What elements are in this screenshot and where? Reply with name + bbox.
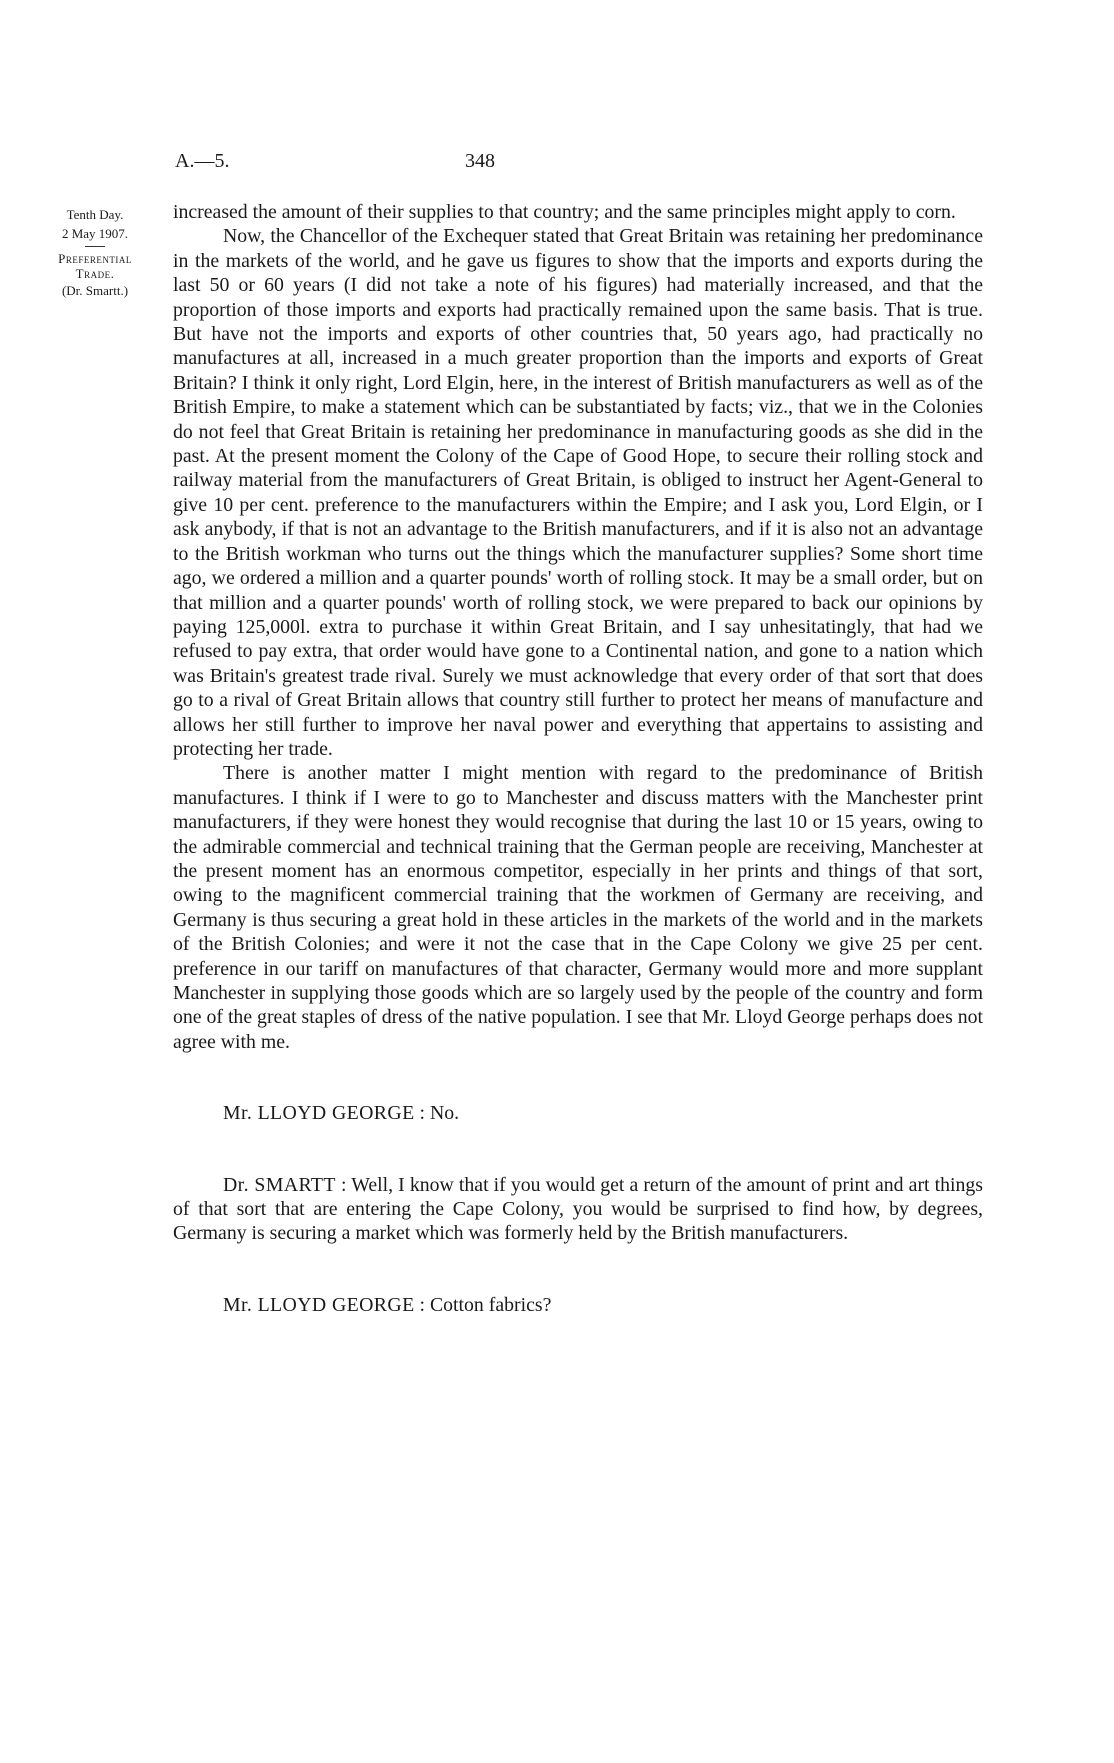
- speaker-name: Mr. LLOYD GEORGE: [223, 1102, 415, 1125]
- speaker-separator: :: [341, 1173, 347, 1196]
- paragraph-chancellor: Now, the Chancellor of the Exchequer stated that Great Britain was retaining her predominance in the markets of the world, and he gave us figures to show that the imports and exports during the last 50 or 60 years (I did not take a note of his figures) had materially increased, and that the proportion of those imports and exports had practically remained upon the same basis. That is true. But have not the imports and exports of other countries that, 50 years ago, had practically no manufactures at all, increased in a much greater proportion than the imports and exports of Great Britain? I think it only right, Lord Elgin, here, in the interest of British manufacturers as well as of the British Empire, to make a statement which can be substantiated by facts; viz., that we in the Colonies do not feel that Great Britain is retaining her predominance in manufacturing goods as she did in the past. At the present moment the Colony of the Cape of Good Hope, to secure their rolling stock and railway material from the manufacturers of Great Britain, is obliged to instruct her Agent-General to give 10 per cent. preference to the manufacturers within the Empire; and I ask you, Lord Elgin, or I ask anybody, if that is not an advantage to the British manufacturers, and if it is also not an advantage to the British workman who turns out the things which the manufacturer supplies? Some short time ago, we ordered a million and a quarter pounds' worth of rolling stock. It may be a small order, but on that million and a quarter pounds' worth of rolling stock, we were prepared to back our opinions by paying 125,000l. extra to purchase it within Great Britain, and I say unhesitatingly, that had we refused to pay extra, that order would have gone to a Continental nation, and gone to a nation which was Britain's greatest trade rival. Surely we must acknowledge that every order of that sort that does go to a rival of Great Britain allows that country still further to protect her means of manufacture and allows her still further to improve her naval power and everything that appertains to assisting and protecting her trade.: [173, 225, 983, 760]
- exchange-lloyd-george-2: [173, 1293, 983, 1317]
- speaker-separator: :: [419, 1102, 426, 1125]
- margin-divider: [85, 246, 105, 247]
- exchange-lloyd-george-1: [173, 1101, 983, 1125]
- margin-topic-line1: Preferential: [58, 251, 132, 266]
- spacer: [173, 1054, 983, 1101]
- spacer: [173, 1126, 983, 1173]
- speech-text: Well, I know that if you would get a return of the amount of print and art things of that sort that are entering the Cape Colony, you would be surprised to find how, by degrees, Germany is securing a market which was formerly held by the British manufacturers.: [173, 1173, 984, 1245]
- exchange-smartt: [173, 1173, 983, 1246]
- margin-note: [36, 205, 154, 300]
- page-header: [175, 150, 985, 176]
- speech-text: Cotton fabrics?: [429, 1293, 552, 1316]
- margin-day: Tenth Day.: [66, 207, 124, 222]
- paragraph-continuation: increased the amount of their supplies to that country; and the same principles might apply to corn.: [173, 201, 956, 223]
- margin-date: 2 May 1907.: [61, 226, 129, 241]
- margin-speaker: (Dr. Smartt.): [61, 283, 129, 298]
- body-text: [173, 200, 983, 1317]
- page-number: 348: [465, 150, 495, 172]
- spacer: [173, 1246, 983, 1293]
- speaker-separator: :: [419, 1293, 426, 1316]
- document-reference: A.—5.: [175, 150, 230, 172]
- speaker-name: Dr. SMARTT: [223, 1173, 336, 1196]
- speech-text: No.: [429, 1102, 460, 1125]
- margin-topic-line2: Trade.: [75, 266, 115, 281]
- paragraph-manchester: There is another matter I might mention with regard to the predominance of British manufactures. I think if I were to go to Manchester and discuss matters with the Manchester print manufacturers, if they were honest they would recognise that during the last 10 or 15 years, owing to the admirable commercial and technical training that the German people are receiving, Manchester at the present moment has an enormous competitor, especially in her prints and things of that sort, owing to the magnificent commercial training that the workmen of Germany are receiving, and Germany is thus securing a great hold in these articles in the markets of the world and in the markets of the British Colonies; and were it not the case that in the Cape Colony we give 25 per cent. preference in our tariff on manufactures of that character, Germany would more and more supplant Manchester in supplying those goods which are so largely used by the people of the country and form one of the great staples of dress of the native population. I see that Mr. Lloyd George perhaps does not agree with me.: [173, 762, 983, 1053]
- speaker-name: Mr. LLOYD GEORGE: [223, 1293, 415, 1316]
